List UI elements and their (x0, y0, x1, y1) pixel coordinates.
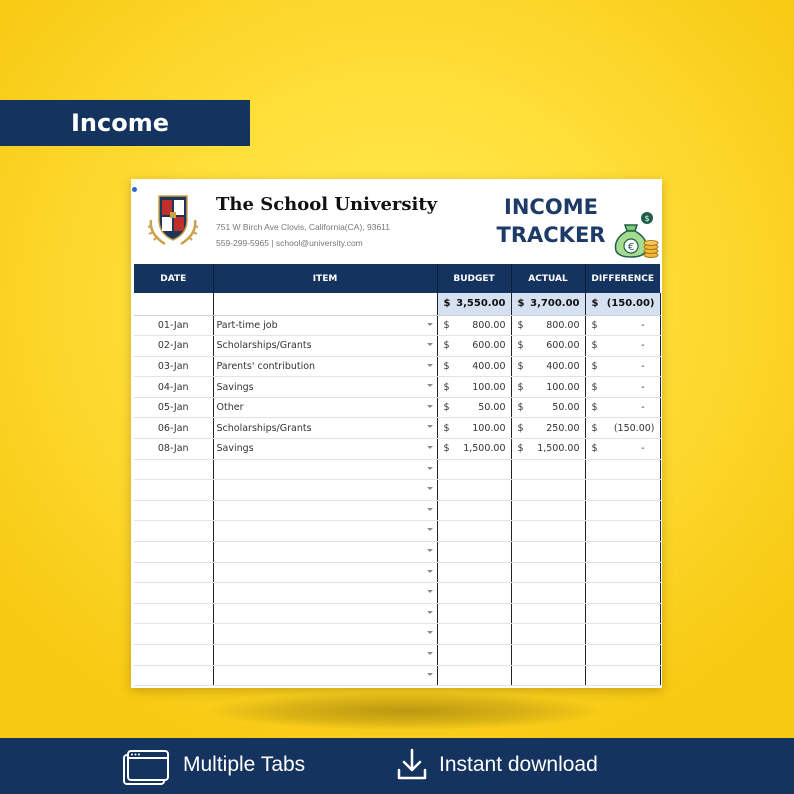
feature-multiple-tabs: Multiple Tabs (183, 753, 306, 776)
dropdown-caret-icon[interactable] (427, 467, 433, 470)
currency-symbol: $ (517, 319, 524, 331)
budget-value: 600.00 (472, 340, 506, 352)
actual-cell[interactable] (511, 583, 585, 604)
difference-value-cell[interactable] (585, 418, 660, 439)
budget-value-cell[interactable] (437, 315, 511, 336)
item-cell[interactable] (213, 542, 437, 563)
column-header-budget[interactable]: BUDGET (437, 264, 511, 293)
budget-value-cell[interactable] (437, 439, 511, 460)
difference-value: - (641, 319, 645, 331)
item-cell[interactable] (213, 377, 437, 398)
currency-symbol: $ (443, 319, 450, 331)
budget-cell[interactable] (437, 603, 511, 624)
dropdown-caret-icon[interactable] (427, 508, 433, 511)
actual-value: 400.00 (546, 360, 580, 372)
budget-value: 50.00 (478, 402, 506, 414)
currency-symbol: $ (517, 402, 524, 414)
empty-table-row (134, 583, 660, 604)
total-actual: 3,700.00 (530, 298, 580, 310)
money-bag-icon (611, 209, 659, 259)
income-table (134, 264, 661, 686)
date-cell[interactable]: 01-Jan (134, 315, 213, 336)
table-row (134, 336, 660, 357)
difference-value: - (641, 443, 645, 455)
difference-value-cell[interactable] (585, 356, 660, 377)
budget-cell[interactable] (437, 583, 511, 604)
currency-symbol: $ (591, 422, 598, 434)
difference-cell[interactable] (585, 542, 660, 563)
empty-table-row (134, 500, 660, 521)
item-cell[interactable] (213, 336, 437, 357)
currency-symbol: $ (443, 298, 451, 310)
selection-handle[interactable] (132, 187, 137, 192)
actual-value: 50.00 (552, 402, 580, 414)
currency-symbol: $ (591, 319, 598, 331)
budget-cell[interactable] (437, 542, 511, 563)
difference-value-cell[interactable] (585, 439, 660, 460)
actual-value-cell[interactable] (511, 377, 585, 398)
table-header-row (134, 264, 660, 293)
difference-cell[interactable] (585, 521, 660, 542)
currency-symbol: $ (443, 360, 450, 372)
dropdown-caret-icon[interactable] (427, 364, 433, 367)
difference-cell[interactable] (585, 562, 660, 583)
difference-value-cell[interactable] (585, 315, 660, 336)
empty-table-row (134, 542, 660, 563)
total-budget: 3,550.00 (456, 298, 506, 310)
empty-table-row (134, 645, 660, 666)
date-cell[interactable] (134, 459, 213, 480)
currency-symbol: $ (591, 443, 598, 455)
currency-symbol: $ (517, 340, 524, 352)
difference-value: (150.00) (613, 422, 655, 434)
difference-cell[interactable] (585, 583, 660, 604)
actual-value: 100.00 (546, 381, 580, 393)
actual-cell[interactable] (511, 645, 585, 666)
table-row (134, 315, 660, 336)
budget-cell[interactable] (437, 665, 511, 686)
empty-table-row (134, 459, 660, 480)
item-value: Part-time job (216, 319, 278, 331)
item-value: Savings (216, 443, 254, 455)
svg-text:$: $ (644, 214, 650, 223)
empty-table-row (134, 603, 660, 624)
date-cell[interactable] (134, 521, 213, 542)
difference-value: - (641, 360, 645, 372)
actual-value-cell[interactable] (511, 418, 585, 439)
column-header-date[interactable]: DATE (134, 264, 213, 293)
difference-cell[interactable] (585, 480, 660, 501)
currency-symbol: $ (591, 402, 598, 414)
income-tracker-sheet (131, 179, 662, 688)
dropdown-caret-icon[interactable] (427, 487, 433, 490)
total-actual-cell[interactable] (511, 293, 585, 315)
budget-cell[interactable] (437, 521, 511, 542)
university-contact: 559-299-5965 | school@university.com (216, 238, 363, 248)
date-cell[interactable] (134, 583, 213, 604)
budget-cell[interactable] (437, 562, 511, 583)
university-crest-icon (143, 190, 203, 248)
tracker-title (476, 193, 626, 249)
difference-value: - (641, 381, 645, 393)
item-cell[interactable] (213, 439, 437, 460)
date-cell[interactable]: 05-Jan (134, 397, 213, 418)
svg-text:€: € (627, 242, 635, 253)
currency-symbol: $ (591, 298, 599, 310)
budget-cell[interactable] (437, 624, 511, 645)
currency-symbol: $ (443, 381, 450, 393)
column-header-item[interactable]: ITEM (213, 264, 437, 293)
empty-table-row (134, 562, 660, 583)
empty-table-row (134, 624, 660, 645)
currency-symbol: $ (443, 443, 450, 455)
totals-date-cell[interactable] (134, 293, 213, 315)
total-difference: (150.00) (606, 298, 655, 310)
date-cell[interactable]: 04-Jan (134, 377, 213, 398)
date-cell[interactable] (134, 562, 213, 583)
dropdown-caret-icon[interactable] (427, 611, 433, 614)
item-cell[interactable] (213, 603, 437, 624)
table-row (134, 439, 660, 460)
item-value: Scholarships/Grants (216, 340, 312, 352)
tracker-title-line2: TRACKER (496, 223, 606, 247)
date-cell[interactable] (134, 603, 213, 624)
currency-symbol: $ (517, 381, 524, 393)
actual-value-cell[interactable] (511, 439, 585, 460)
difference-value-cell[interactable] (585, 336, 660, 357)
totals-row (134, 293, 660, 315)
dropdown-caret-icon[interactable] (427, 446, 433, 449)
actual-value-cell[interactable] (511, 356, 585, 377)
currency-symbol: $ (517, 360, 524, 372)
actual-cell[interactable] (511, 521, 585, 542)
difference-cell[interactable] (585, 665, 660, 686)
date-cell[interactable]: 03-Jan (134, 356, 213, 377)
item-cell[interactable] (213, 418, 437, 439)
actual-cell[interactable] (511, 603, 585, 624)
university-name: The School University (216, 194, 438, 215)
budget-value: 400.00 (472, 360, 506, 372)
budget-cell[interactable] (437, 645, 511, 666)
university-address: 751 W Birch Ave Clovis, California(CA), 93611 (216, 222, 391, 232)
table-row (134, 377, 660, 398)
download-icon (396, 748, 428, 782)
difference-value-cell[interactable] (585, 377, 660, 398)
difference-value: - (641, 402, 645, 414)
difference-cell[interactable] (585, 500, 660, 521)
actual-value-cell[interactable] (511, 336, 585, 357)
dropdown-caret-icon[interactable] (427, 323, 433, 326)
table-row (134, 397, 660, 418)
actual-value: 1,500.00 (537, 443, 580, 455)
actual-cell[interactable] (511, 665, 585, 686)
tracker-title-line1: INCOME (504, 195, 598, 219)
dropdown-caret-icon[interactable] (427, 570, 433, 573)
currency-symbol: $ (517, 443, 524, 455)
total-difference-cell[interactable] (585, 293, 660, 315)
item-cell[interactable] (213, 500, 437, 521)
difference-cell[interactable] (585, 645, 660, 666)
actual-cell[interactable] (511, 562, 585, 583)
item-cell[interactable] (213, 521, 437, 542)
item-cell[interactable] (213, 480, 437, 501)
item-value: Scholarships/Grants (216, 422, 312, 434)
date-cell[interactable] (134, 624, 213, 645)
item-cell[interactable] (213, 624, 437, 645)
empty-table-row (134, 665, 660, 686)
budget-value: 100.00 (472, 422, 506, 434)
item-cell[interactable] (213, 315, 437, 336)
totals-item-cell[interactable] (213, 293, 437, 315)
dropdown-caret-icon[interactable] (427, 405, 433, 408)
item-cell[interactable] (213, 356, 437, 377)
currency-symbol: $ (591, 360, 598, 372)
empty-table-row (134, 521, 660, 542)
item-cell[interactable] (213, 397, 437, 418)
currency-symbol: $ (591, 381, 598, 393)
browser-tabs-icon (122, 748, 170, 786)
total-budget-cell[interactable] (437, 293, 511, 315)
dropdown-caret-icon[interactable] (427, 631, 433, 634)
date-cell[interactable]: 06-Jan (134, 418, 213, 439)
dropdown-caret-icon[interactable] (427, 673, 433, 676)
currency-symbol: $ (443, 340, 450, 352)
actual-value-cell[interactable] (511, 315, 585, 336)
actual-cell[interactable] (511, 624, 585, 645)
actual-value: 250.00 (546, 422, 580, 434)
budget-cell[interactable] (437, 459, 511, 480)
difference-cell[interactable] (585, 624, 660, 645)
currency-symbol: $ (517, 298, 525, 310)
sheet-shadow (210, 692, 600, 730)
actual-value: 800.00 (546, 319, 580, 331)
actual-cell[interactable] (511, 480, 585, 501)
budget-value: 100.00 (472, 381, 506, 393)
date-cell[interactable] (134, 665, 213, 686)
actual-cell[interactable] (511, 459, 585, 480)
currency-symbol: $ (443, 402, 450, 414)
feature-instant-download: Instant download (439, 753, 598, 776)
budget-value-cell[interactable] (437, 397, 511, 418)
item-cell[interactable] (213, 645, 437, 666)
budget-value-cell[interactable] (437, 356, 511, 377)
budget-value-cell[interactable] (437, 336, 511, 357)
dropdown-caret-icon[interactable] (427, 549, 433, 552)
currency-symbol: $ (517, 422, 524, 434)
difference-cell[interactable] (585, 459, 660, 480)
actual-value-cell[interactable] (511, 397, 585, 418)
actual-cell[interactable] (511, 542, 585, 563)
date-cell[interactable] (134, 480, 213, 501)
item-value: Savings (216, 381, 254, 393)
difference-cell[interactable] (585, 603, 660, 624)
difference-value: - (641, 340, 645, 352)
item-cell[interactable] (213, 583, 437, 604)
date-cell[interactable] (134, 542, 213, 563)
dropdown-caret-icon[interactable] (427, 652, 433, 655)
banner-title: Income (71, 109, 170, 137)
currency-symbol: $ (591, 340, 598, 352)
income-banner (0, 100, 250, 146)
item-cell[interactable] (213, 562, 437, 583)
column-header-difference[interactable]: DIFFERENCE (585, 264, 660, 293)
date-cell[interactable]: 02-Jan (134, 336, 213, 357)
date-cell[interactable] (134, 500, 213, 521)
budget-value-cell[interactable] (437, 377, 511, 398)
date-cell[interactable]: 08-Jan (134, 439, 213, 460)
dropdown-caret-icon[interactable] (427, 590, 433, 593)
dropdown-caret-icon[interactable] (427, 425, 433, 428)
item-value: Parents' contribution (216, 360, 316, 372)
feature-bar (0, 738, 794, 794)
budget-value-cell[interactable] (437, 418, 511, 439)
actual-value: 600.00 (546, 340, 580, 352)
column-header-actual[interactable]: ACTUAL (511, 264, 585, 293)
table-row (134, 356, 660, 377)
dropdown-caret-icon[interactable] (427, 343, 433, 346)
actual-cell[interactable] (511, 500, 585, 521)
empty-table-row (134, 480, 660, 501)
dropdown-caret-icon[interactable] (427, 384, 433, 387)
currency-symbol: $ (443, 422, 450, 434)
budget-value: 800.00 (472, 319, 506, 331)
difference-value-cell[interactable] (585, 397, 660, 418)
date-cell[interactable] (134, 645, 213, 666)
budget-cell[interactable] (437, 500, 511, 521)
budget-cell[interactable] (437, 480, 511, 501)
budget-value: 1,500.00 (463, 443, 506, 455)
item-value: Other (216, 402, 244, 414)
dropdown-caret-icon[interactable] (427, 528, 433, 531)
item-cell[interactable] (213, 665, 437, 686)
item-cell[interactable] (213, 459, 437, 480)
table-row (134, 418, 660, 439)
